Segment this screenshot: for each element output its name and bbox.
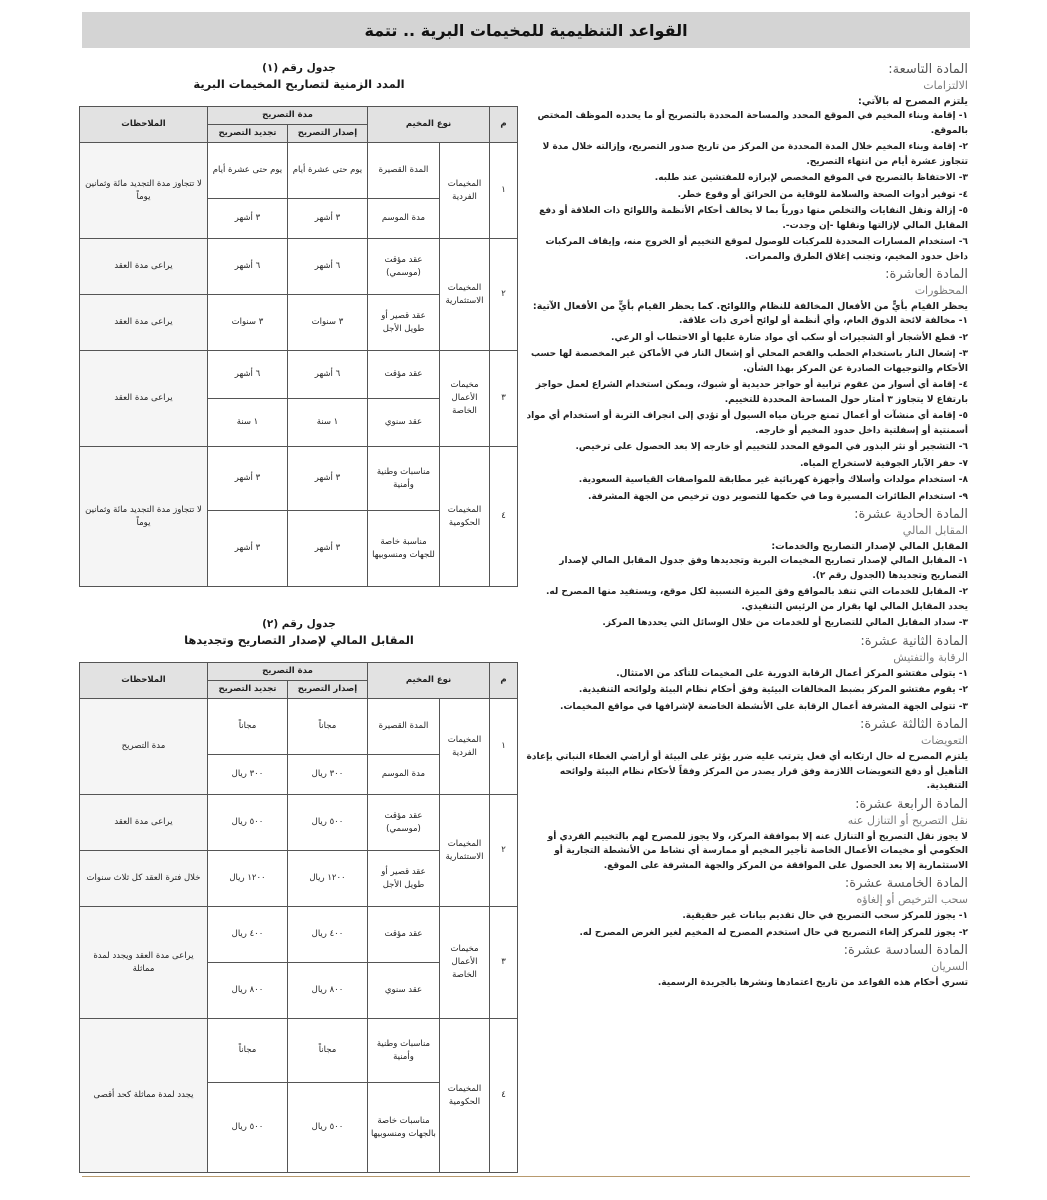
article-subtitle: المقابل المالي: [902, 524, 968, 537]
header-renew: تجديد التصريح: [207, 125, 287, 143]
header-num: م: [490, 663, 518, 699]
article-item: ١- مخالفة لائحة الذوق العام، وأي أنظمة أو لوائح أخرى ذات علاقة.: [679, 316, 968, 326]
footer-divider: [82, 1176, 970, 1177]
renew-value: ٣ أشهر: [207, 447, 287, 511]
header-type: نوع المخيم: [367, 107, 489, 143]
renew-value: ٣ سنوات: [207, 295, 287, 351]
sub-type: المدة القصيرة: [367, 699, 439, 755]
table2-grid: [79, 662, 518, 1173]
article-title: المادة الثانية عشرة:: [860, 633, 968, 649]
article-intro: المقابل المالي لإصدار التصاريح والخدمات:: [771, 541, 968, 552]
header-issue: إصدار التصريح: [287, 125, 367, 143]
article-item: ٧- حفر الآبار الجوفية لاستخراج المياه.: [800, 458, 968, 469]
sub-type: عقد سنوي: [367, 399, 439, 447]
row-note: مدة التصريح: [79, 699, 207, 795]
table1-caption: جدول رقم (١): [262, 62, 336, 74]
row-note: لا تتجاوز مدة التجديد مائة وثمانين يوماً: [79, 447, 207, 587]
article-item: ٣- تتولى الجهة المشرفة أعمال الرقابة على الأنشطة الخاضعة لإشرافها في مواقع المخيمات.: [560, 701, 968, 712]
renew-value: ٣٠٠ ريال: [207, 755, 287, 795]
row-num: ٣: [490, 351, 518, 447]
table-row: [79, 351, 517, 399]
sub-type: عقد مؤقت (موسمي): [367, 239, 439, 295]
article-item: ٨- استخدام مولدات وأسلاك وأجهزة كهربائية غير مطابقة للمواصفات القياسية السعودية.: [578, 475, 968, 485]
renew-value: ٦ أشهر: [207, 239, 287, 295]
issue-value: مجاناً: [287, 699, 367, 755]
sub-type: مناسبة خاصة للجهات ومنسوبيها: [367, 511, 439, 587]
header-period: مدة التصريح: [207, 663, 367, 681]
table2-caption: جدول رقم (٢): [262, 618, 336, 630]
row-num: ٣: [490, 907, 518, 1019]
renew-value: ٤٠٠ ريال: [207, 907, 287, 963]
row-note: لا تتجاوز مدة التجديد مائة وثمانين يوماً: [79, 143, 207, 239]
renew-value: ١ سنة: [207, 399, 287, 447]
table-row: [79, 699, 517, 755]
sub-type: عقد سنوي: [367, 963, 439, 1019]
issue-value: يوم حتى عشرة أيام: [287, 143, 367, 199]
article-title: المادة الرابعة عشرة:: [855, 796, 968, 812]
article-12: [526, 633, 968, 715]
article-item: ٤- توفير أدوات الصحة والسلامة للوقاية من الحرائق أو وقوع خطر.: [677, 189, 968, 200]
article-title: المادة التاسعة:: [888, 62, 968, 77]
sub-type: عقد قصير أو طويل الأجل: [367, 295, 439, 351]
camp-type: المخيمات الحكومية: [440, 447, 490, 587]
camp-type: مخيمات الأعمال الخاصة: [440, 907, 490, 1019]
row-note: يراعى مدة العقد ويجدد لمدة مماثلة: [79, 907, 207, 1019]
sub-type: عقد قصير أو طويل الأجل: [367, 851, 439, 907]
table1-title: المدد الزمنية لتصاريح المخيمات البرية: [193, 77, 405, 91]
row-num: ٤: [490, 447, 518, 587]
issue-value: ٣ أشهر: [287, 511, 367, 587]
row-num: ١: [490, 699, 518, 795]
article-item: ٦- التشجير أو نثر البذور في الموقع المحدد للتخييم أو خارجه إلا بعد الحصول على ترخيص.: [575, 442, 968, 452]
renew-value: ٥٠٠ ريال: [207, 795, 287, 851]
article-item: ٤- إقامة أي أسوار من عقوم ترابية أو حواجز حديدية أو شبوك، ويمكن استخدام الشراع لعمل حواجز بارتفاع لا يتجاوز ٣ أمتار حول المساحة المحددة للتخييم.: [535, 380, 968, 405]
sub-type: عقد مؤقت: [367, 351, 439, 399]
issue-value: ٣٠٠ ريال: [287, 755, 367, 795]
issue-value: ١ سنة: [287, 399, 367, 447]
article-11: [526, 506, 968, 631]
article-title: المادة الخامسة عشرة:: [844, 876, 968, 891]
table1-section: [80, 60, 518, 616]
camp-type: المخيمات الحكومية: [440, 1019, 490, 1173]
row-num: ٤: [490, 1019, 518, 1173]
article-15: [526, 875, 968, 940]
article-subtitle: المحظورات: [914, 284, 968, 297]
issue-value: ٨٠٠ ريال: [287, 963, 367, 1019]
article-title: المادة السادسة عشرة:: [843, 943, 968, 958]
sub-type: مناسبات وطنية وأمنية: [367, 1019, 439, 1083]
sub-type: مناسبات خاصة بالجهات ومنسوبيها: [367, 1083, 439, 1173]
sub-type: عقد مؤقت: [367, 907, 439, 963]
issue-value: ٣ أشهر: [287, 447, 367, 511]
article-item: ١- يتولى مفتشو المركز أعمال الرقابة الدورية على المخيمات للتأكد من الامتثال.: [616, 668, 968, 679]
article-item: ٢- قطع الأشجار أو الشجيرات أو سكب أي مواد ضارة عليها أو الاحتطاب أو الرعي.: [611, 332, 968, 343]
table-row: [79, 1019, 517, 1083]
article-intro: يحظر القيام بأيٍّ من الأفعال المخالفة للنظام واللوائح. كما يحظر القيام بأيٍّ من الأفعال الآتية:: [532, 301, 968, 312]
header-notes: الملاحظات: [79, 663, 207, 699]
article-item: ٣- سداد المقابل المالي للتصاريح أو للخدمات من خلال الوسائل التي يحددها المركز.: [602, 618, 968, 628]
article-14: [526, 796, 968, 874]
page-title: القواعد التنظيمية للمخيمات البرية .. تتمة: [82, 12, 970, 48]
article-10: [526, 266, 968, 504]
article-13: [526, 716, 968, 794]
article-item: ١- المقابل المالي لإصدار تصاريح المخيمات البرية وتجديدها وفق جدول المقابل المالي لإصدار التصاريح وتجديدها (الجدول رقم ٢).: [559, 556, 968, 581]
table-row: [79, 907, 517, 963]
article-item: ١- إقامة وبناء المخيم في الموقع المحدد والمساحة المحددة بالتصريح أو ما يحدده الموظف المختص بالموقع.: [537, 111, 968, 136]
table-row: [79, 447, 517, 511]
sub-type: المدة القصيرة: [367, 143, 439, 199]
renew-value: ٦ أشهر: [207, 351, 287, 399]
row-note: يراعى مدة العقد: [79, 795, 207, 851]
article-subtitle: الالتزامات: [923, 79, 968, 92]
renew-value: ١٢٠٠ ريال: [207, 851, 287, 907]
camp-type: المخيمات الاستثمارية: [440, 239, 490, 351]
article-item: ٩- استخدام الطائرات المسيرة وما في حكمها للتصوير دون ترخيص من الجهة المشرفة.: [588, 491, 968, 502]
header-num: م: [490, 107, 518, 143]
article-subtitle: السريان: [931, 960, 968, 973]
sub-type: مدة الموسم: [367, 199, 439, 239]
sub-type: عقد مؤقت (موسمي): [367, 795, 439, 851]
article-title: المادة الحادية عشرة:: [854, 507, 968, 522]
header-type: نوع المخيم: [367, 663, 489, 699]
article-item: ١- يجوز للمركز سحب التصريح في حال تقديم بيانات غير حقيقية.: [682, 911, 968, 921]
article-item: ٣- الاحتفاظ بالتصريح في الموقع المخصص لإبرازه للمفتشين عند طلبه.: [654, 173, 968, 183]
sub-type: مدة الموسم: [367, 755, 439, 795]
header-period: مدة التصريح: [207, 107, 367, 125]
renew-value: مجاناً: [207, 699, 287, 755]
table1-grid: [79, 106, 518, 587]
row-num: ٢: [490, 239, 518, 351]
article-title: المادة العاشرة:: [885, 267, 968, 282]
renew-value: ٨٠٠ ريال: [207, 963, 287, 1019]
table-row: [79, 143, 517, 199]
issue-value: ٣ سنوات: [287, 295, 367, 351]
header-renew: تجديد التصريح: [207, 681, 287, 699]
article-item: تسري أحكام هذه القواعد من تاريخ اعتمادها ونشرها بالجريدة الرسمية.: [657, 978, 968, 988]
article-item: ٢- يجوز للمركز إلغاء التصريح في حال استخدم المصرح له المخيم لغير الغرض المصرح له.: [579, 927, 968, 938]
issue-value: ٦ أشهر: [287, 239, 367, 295]
article-subtitle: التعويضات: [920, 734, 968, 747]
article-item: ٢- يقوم مفتشو المركز بضبط المخالفات البيئية وفق أحكام نظام البيئة ولوائحه التنفيذية.: [578, 685, 968, 695]
article-subtitle: سحب الترخيص أو إلغاؤه: [856, 893, 968, 906]
header-notes: الملاحظات: [79, 107, 207, 143]
issue-value: ١٢٠٠ ريال: [287, 851, 367, 907]
header-issue: إصدار التصريح: [287, 681, 367, 699]
table-row: [79, 239, 517, 295]
article-item: ٢- المقابل للخدمات التي تنفذ بالمواقع وفق الميزة النسبية لكل موقع، ويستفيد منها المصرح له. يحدد المقابل المالي لها بقرار من الرئيس التنفيذي.: [545, 587, 968, 612]
article-intro: يلتزم المصرح له بالآتي:: [858, 96, 968, 107]
issue-value: ٤٠٠ ريال: [287, 907, 367, 963]
article-subtitle: الرقابة والتفتيش: [893, 650, 968, 664]
row-note: يراعى مدة العقد: [79, 351, 207, 447]
sub-type: مناسبات وطنية وأمنية: [367, 447, 439, 511]
tables-column: [80, 60, 518, 1173]
article-item: ٣- إشعال النار باستخدام الحطب والفحم المحلي أو إشعال النار في الأماكن غير المخصصة لها حسب الأحكام والتوجيهات الصادرة عن المركز بهذا الشأن.: [531, 349, 968, 374]
article-item: ٢- إقامة وبناء المخيم خلال المدة المحددة من المركز من تاريخ صدور التصريح، وإزالته خلال مدة لا تتجاوز عشرة أيام من انتهاء التصريح.: [542, 142, 968, 167]
row-num: ٢: [490, 795, 518, 907]
issue-value: ٥٠٠ ريال: [287, 1083, 367, 1173]
article-item: ٦- استخدام المسارات المحددة للمركبات للوصول لموقع التخييم أو الخروج منه، وإيقاف المركبات داخل حدود المخيم، وتجنب إغلاق الطرق والممرات.: [545, 237, 968, 262]
article-title: المادة الثالثة عشرة:: [860, 717, 968, 732]
camp-type: المخيمات الفردية: [440, 143, 490, 239]
article-subtitle: نقل التصريح أو التنازل عنه: [847, 813, 968, 827]
article-16: [526, 942, 968, 991]
article-item: ٥- إزالة ونقل النفايات والتخلص منها دورياً بما لا يخالف أحكام الأنظمة واللوائح ذات العلاقة أو دفع المقابل المالي لإزالتها ونقلها -إن وجدت-.: [539, 206, 968, 231]
issue-value: مجاناً: [287, 1019, 367, 1083]
article-item: لا يجوز نقل التصريح أو التنازل عنه إلا بموافقة المركز، ولا يجوز للمصرح لهم بالتخييم الفردي أو الحكومي أو مخيمات الأعمال الخاصة تأجير المخيم أو ممارسة أي نشاط من الأنشطة التجارية أو الاستثمارية إلا بعد الحصول على الموافقة من المركز والجهة المشرفة على الموقع.: [547, 831, 968, 871]
row-note: خلال فترة العقد كل ثلاث سنوات: [79, 851, 207, 907]
renew-value: ٣ أشهر: [207, 199, 287, 239]
renew-value: ٣ أشهر: [207, 511, 287, 587]
article-item: يلتزم المصرح له حال ارتكابه أي فعل يترتب عليه ضرر يؤثر على البيئة أو أراضي الغطاء النباتي بإعادة التأهيل أو دفع التعويضات اللازمة وفق قرار يصدر من المركز وفقاً لأحكام نظام البيئة ولوائحه التنفيذية.: [526, 752, 968, 791]
article-9: [526, 61, 968, 264]
row-note: يراعى مدة العقد: [79, 239, 207, 295]
camp-type: المخيمات الاستثمارية: [440, 795, 490, 907]
row-num: ١: [490, 143, 518, 239]
camp-type: المخيمات الفردية: [440, 699, 490, 795]
camp-type: مخيمات الأعمال الخاصة: [440, 351, 490, 447]
table2-section: [80, 616, 518, 1173]
issue-value: ٥٠٠ ريال: [287, 795, 367, 851]
issue-value: ٦ أشهر: [287, 351, 367, 399]
issue-value: ٣ أشهر: [287, 199, 367, 239]
renew-value: مجاناً: [207, 1019, 287, 1083]
row-note: يراعى مدة العقد: [79, 295, 207, 351]
renew-value: يوم حتى عشرة أيام: [207, 143, 287, 199]
renew-value: ٥٠٠ ريال: [207, 1083, 287, 1173]
article-item: ٥- إقامة أي منشآت أو أعمال تمنع جريان مياه السيول أو تؤدي إلى انجراف التربة أو استخدام أي مواد أسمنتية أو إسفلتية داخل حدود المخيم أو خارجه.: [526, 411, 968, 436]
row-note: يجدد لمدة مماثلة كحد أقصى: [79, 1019, 207, 1173]
articles-column: [526, 60, 968, 993]
table-row: [79, 795, 517, 851]
table2-title: المقابل المالي لإصدار التصاريح وتجديدها: [184, 633, 414, 647]
